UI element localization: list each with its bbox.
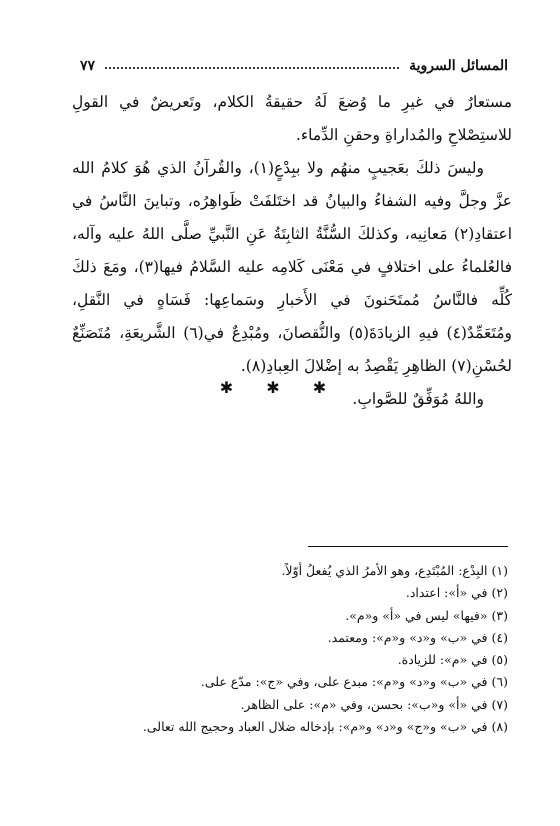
footnote-7 bbox=[60, 694, 508, 716]
footnote-number: (٨) bbox=[491, 719, 508, 735]
footnote-number: (١) bbox=[491, 563, 508, 578]
footnote-number: (٧) bbox=[491, 696, 508, 712]
footnote-rule bbox=[308, 546, 508, 547]
dotted-leader bbox=[105, 67, 399, 69]
footnote-text: في «م»: للزيادة. bbox=[397, 652, 488, 668]
footnote-text: في «ب» و«د» و«م»: مبدع على، وفي «ج»: مدّع على. bbox=[200, 674, 488, 690]
footnote-4 bbox=[60, 627, 508, 649]
section-separator: ✱ ✱ ✱ bbox=[219, 378, 341, 397]
page-number: ٧٧ bbox=[80, 58, 96, 74]
footnote-number: (٣) bbox=[491, 607, 508, 623]
footnote-number: (٢) bbox=[491, 585, 508, 601]
footnote-number: (٦) bbox=[491, 674, 508, 690]
footnote-text: البِدْع: المُبْتَدِع، وهو الأمرُ الذي يُفعلُ أوّلاً. bbox=[281, 563, 488, 578]
footnote-6 bbox=[60, 671, 508, 693]
footnote-number: (٤) bbox=[491, 629, 508, 645]
footnote-text: في «ب» و«د» و«م»: ومعتمد. bbox=[327, 629, 488, 645]
footnote-3 bbox=[60, 605, 508, 627]
footnote-text: في «أ» و«ب»: بحسن، وفي «م»: على الظاهر. bbox=[240, 696, 488, 712]
paragraph-1: مستعارٌ في غيرِ ما وُضعَ لَهُ حقيقةُ الكلام، وتَعريضٌ في القولِ للاستِصْلاحِ والمُداراةِ وحقنِ الدِّماء. bbox=[72, 93, 512, 144]
running-title: المسائل السروية bbox=[409, 58, 508, 74]
footnotes-list bbox=[60, 560, 508, 738]
footnote-1 bbox=[60, 560, 508, 582]
page-header bbox=[80, 56, 508, 76]
footnote-text: في «أ»: اعتداد. bbox=[405, 585, 488, 601]
footnote-5 bbox=[60, 649, 508, 671]
body-text bbox=[72, 86, 512, 416]
paragraph-3: واللهُ مُوَفِّقٌ للصَّوابِ. bbox=[352, 390, 484, 408]
footnote-text: «فيها» ليس في «أ» و«م». bbox=[345, 607, 488, 623]
footnote-8 bbox=[60, 716, 508, 738]
footnote-text: في «ب» و«ج» و«د» و«م»: بإدخاله ضلال العباد وحجيج الله تعالى. bbox=[142, 719, 488, 735]
footnote-number: (٥) bbox=[491, 652, 508, 668]
footnote-2 bbox=[60, 582, 508, 604]
paragraph-2: وليسَ ذلكَ بعَجيبٍ منهُم ولا ببِدْعٍ(١)، والقُرآنُ الذي هُوَ كلامُ الله عزَّ وجلَّ وفيه الشفاءُ والبيانُ قد اختَلفَتْ ظَواهِرُه، وتباينَ النَّاسُ في اعتقادِ(٢) مَعانِيه، وكذلكَ السُّنَّةُ الثابِتَةُ عَنِ النَّبيِّ صلَّى اللهُ عليه وآله، فالعُلماءُ على اختلافٍ في مَعْنَى كَلامِه عليه السَّلامُ فيها(٣)، ومَعَ ذلكَ كُلِّه فالنَّاسُ مُمتَحَنونَ في الأَخبارِ وسَماعِها: فَسَاهٍ في النَّقلِ، ومُتَعَمِّدٌ(٤) فيهِ الزيادَةَ(٥) والنُّقصانَ، ومُبْدِعٌ في(٦) الشَّريعَةِ، مُتَصَنِّعٌ لحُسْنِ(٧) الظاهِرِ يَقْصِدُ به إضْلالَ العِبادِ(٨). bbox=[72, 159, 512, 375]
